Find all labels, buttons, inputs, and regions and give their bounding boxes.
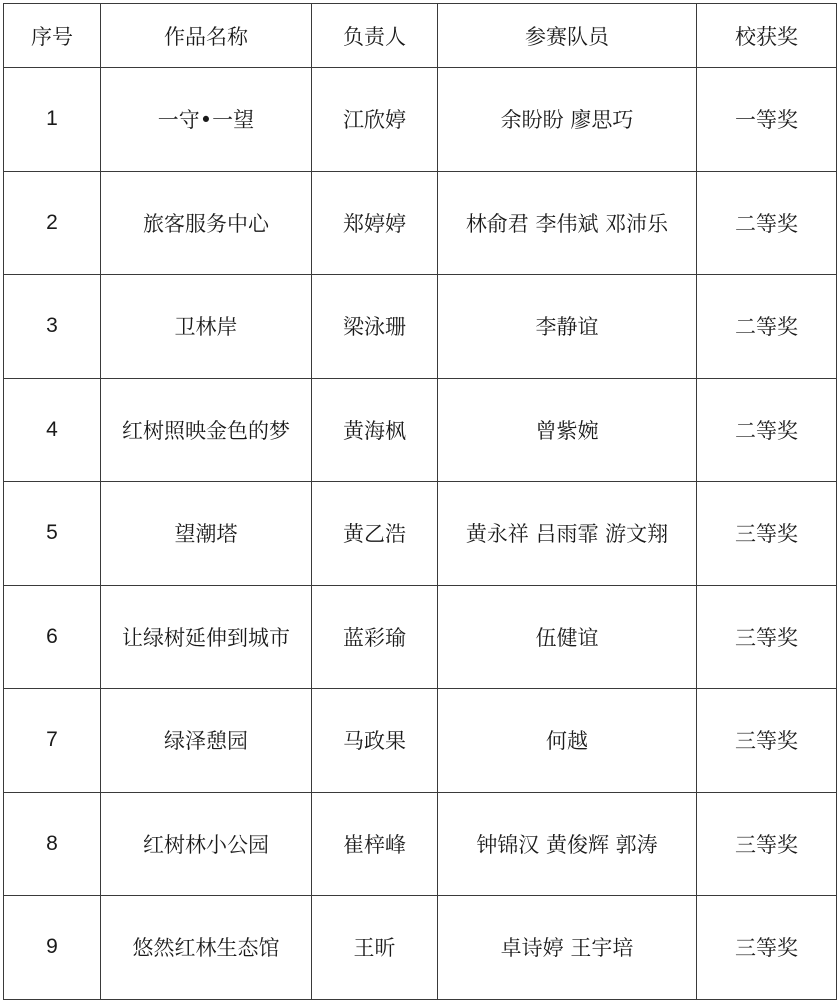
table-row [4, 482, 837, 586]
cell-award: 二等奖 [697, 275, 837, 379]
cell-work-name: 红树林小公园 [101, 792, 312, 896]
table-row [4, 585, 837, 689]
cell-members: 林俞君 李伟斌 邓沛乐 [438, 171, 697, 275]
cell-award: 一等奖 [697, 68, 837, 172]
cell-work-name: 悠然红林生态馆 [101, 896, 312, 1000]
table-row [4, 171, 837, 275]
cell-award: 二等奖 [697, 378, 837, 482]
cell-leader: 郑婷婷 [312, 171, 438, 275]
header-work-name: 作品名称 [101, 4, 312, 68]
cell-leader: 梁泳珊 [312, 275, 438, 379]
cell-award: 三等奖 [697, 482, 837, 586]
cell-work-name: 红树照映金色的梦 [101, 378, 312, 482]
cell-no: 9 [4, 896, 101, 1000]
table-row [4, 896, 837, 1000]
cell-no: 4 [4, 378, 101, 482]
cell-members: 曾紫婉 [438, 378, 697, 482]
cell-leader: 江欣婷 [312, 68, 438, 172]
cell-award: 三等奖 [697, 689, 837, 793]
table-row [4, 68, 837, 172]
cell-leader: 黄海枫 [312, 378, 438, 482]
cell-leader: 王昕 [312, 896, 438, 1000]
cell-award: 三等奖 [697, 585, 837, 689]
cell-members: 卓诗婷 王宇培 [438, 896, 697, 1000]
cell-members: 何越 [438, 689, 697, 793]
cell-no: 6 [4, 585, 101, 689]
cell-work-name: 望潮塔 [101, 482, 312, 586]
table-row [4, 792, 837, 896]
table-row [4, 275, 837, 379]
cell-no: 3 [4, 275, 101, 379]
cell-work-name: 卫林岸 [101, 275, 312, 379]
table-row [4, 689, 837, 793]
cell-members: 黄永祥 吕雨霏 游文翔 [438, 482, 697, 586]
cell-work-name: 一守•一望 [101, 68, 312, 172]
cell-members: 余盼盼 廖思巧 [438, 68, 697, 172]
header-row [4, 4, 837, 68]
cell-leader: 黄乙浩 [312, 482, 438, 586]
cell-award: 二等奖 [697, 171, 837, 275]
cell-no: 1 [4, 68, 101, 172]
cell-work-name: 旅客服务中心 [101, 171, 312, 275]
cell-no: 5 [4, 482, 101, 586]
award-table [3, 3, 837, 1000]
cell-award: 三等奖 [697, 896, 837, 1000]
cell-no: 7 [4, 689, 101, 793]
header-no: 序号 [4, 4, 101, 68]
table-row [4, 378, 837, 482]
cell-members: 伍健谊 [438, 585, 697, 689]
cell-award: 三等奖 [697, 792, 837, 896]
cell-leader: 崔梓峰 [312, 792, 438, 896]
cell-members: 李静谊 [438, 275, 697, 379]
header-award: 校获奖 [697, 4, 837, 68]
header-leader: 负责人 [312, 4, 438, 68]
cell-no: 2 [4, 171, 101, 275]
header-members: 参赛队员 [438, 4, 697, 68]
cell-no: 8 [4, 792, 101, 896]
cell-work-name: 绿泽憩园 [101, 689, 312, 793]
cell-leader: 马政果 [312, 689, 438, 793]
cell-leader: 蓝彩瑜 [312, 585, 438, 689]
cell-work-name: 让绿树延伸到城市 [101, 585, 312, 689]
cell-members: 钟锦汉 黄俊辉 郭涛 [438, 792, 697, 896]
